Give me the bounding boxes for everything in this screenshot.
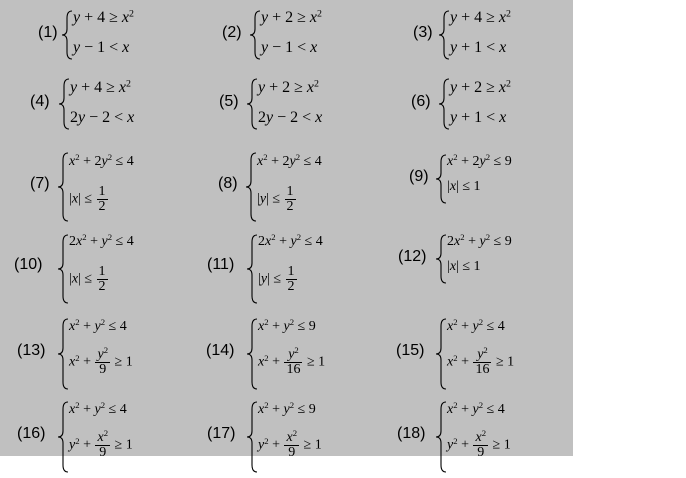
second-inequality: $y^2$ + $\frac{x^2}{9}$ ≥ 1 (258, 428, 322, 460)
first-inequality: $x^2 + 2y^2 \le 9$ (447, 152, 512, 169)
first-inequality: $y + 2 \ge x^2$ (258, 78, 319, 96)
second-inequality: $y^2$ + $\frac{x^2}{9}$ ≥ 1 (69, 428, 133, 460)
left-brace (246, 318, 258, 395)
second-inequality: y + 1 < x (450, 109, 507, 126)
first-inequality: $x^2 + 2y^2 \le 4$ (69, 152, 134, 169)
left-brace (438, 10, 450, 65)
second-inequality: 2y − 2 < x (70, 109, 135, 126)
system-number: (18) (397, 425, 426, 442)
system-number: (7) (30, 175, 50, 192)
system-number: (1) (38, 24, 58, 41)
left-brace (435, 318, 447, 395)
system-number: (14) (206, 342, 235, 359)
left-brace (435, 234, 447, 289)
left-brace (57, 234, 69, 309)
left-brace (246, 78, 258, 135)
first-inequality: $2x^2 + y^2 \le 9$ (447, 232, 512, 249)
second-inequality: |y| ≤ $\frac{1}{2}$ (258, 264, 295, 294)
first-inequality: $x^2 + 2y^2 \le 4$ (257, 152, 322, 169)
first-inequality: $x^2 + y^2 \le 4$ (447, 400, 505, 417)
system-number: (5) (219, 93, 239, 110)
second-inequality: $x^2$ + $\frac{y^2}{16}$ ≥ 1 (258, 345, 326, 377)
left-brace (57, 318, 69, 395)
first-inequality: $x^2 + y^2 \le 9$ (258, 400, 316, 417)
first-inequality: $x^2 + y^2 \le 4$ (69, 317, 127, 334)
second-inequality: |x| ≤ $\frac{1}{2}$ (69, 264, 106, 294)
second-inequality: |y| ≤ $\frac{1}{2}$ (257, 184, 294, 214)
system-number: (10) (14, 256, 43, 273)
system-number: (11) (207, 256, 235, 273)
first-inequality: $2x^2 + y^2 \le 4$ (69, 232, 134, 249)
second-inequality: $x^2$ + $\frac{y^2}{16}$ ≥ 1 (447, 345, 515, 377)
left-brace (57, 152, 69, 227)
system-number: (3) (413, 24, 433, 41)
first-inequality: $y + 4 \ge x^2$ (450, 8, 511, 26)
second-inequality: y − 1 < x (73, 39, 130, 56)
left-brace (438, 78, 450, 135)
left-brace (246, 401, 258, 478)
system-number: (17) (207, 425, 236, 442)
first-inequality: $x^2 + y^2 \le 4$ (69, 400, 127, 417)
second-inequality: |x| ≤ $\frac{1}{2}$ (69, 184, 106, 214)
first-inequality: $2x^2 + y^2 \le 4$ (258, 232, 323, 249)
left-brace (435, 154, 447, 209)
left-brace (58, 78, 70, 135)
system-number: (9) (409, 168, 429, 185)
system-number: (6) (411, 93, 431, 110)
second-inequality: $y^2$ + $\frac{x^2}{9}$ ≥ 1 (447, 428, 511, 460)
second-inequality: y − 1 < x (261, 39, 318, 56)
first-inequality: $y + 2 \ge x^2$ (450, 78, 511, 96)
first-inequality: $x^2 + y^2 \le 4$ (447, 317, 505, 334)
system-number: (13) (17, 342, 46, 359)
first-inequality: $x^2 + y^2 \le 9$ (258, 317, 316, 334)
second-inequality: y + 1 < x (450, 39, 507, 56)
system-number: (16) (17, 425, 46, 442)
left-brace (61, 10, 73, 65)
second-inequality: $x^2$ + $\frac{y^2}{9}$ ≥ 1 (69, 345, 133, 377)
left-brace (57, 401, 69, 478)
left-brace (249, 10, 261, 65)
left-brace (246, 234, 258, 309)
left-brace (435, 401, 447, 478)
system-number: (8) (218, 175, 238, 192)
second-inequality: |x| ≤ 1 (447, 179, 481, 194)
first-inequality: $y + 4 \ge x^2$ (73, 8, 134, 26)
system-number: (15) (396, 342, 425, 359)
system-number: (4) (30, 93, 50, 110)
first-inequality: $y + 4 \ge x^2$ (70, 78, 131, 96)
second-inequality: |x| ≤ 1 (447, 259, 481, 274)
left-brace (245, 152, 257, 227)
second-inequality: 2y − 2 < x (258, 109, 323, 126)
first-inequality: $y + 2 \ge x^2$ (261, 8, 322, 26)
system-number: (12) (398, 248, 427, 265)
system-number: (2) (222, 24, 242, 41)
